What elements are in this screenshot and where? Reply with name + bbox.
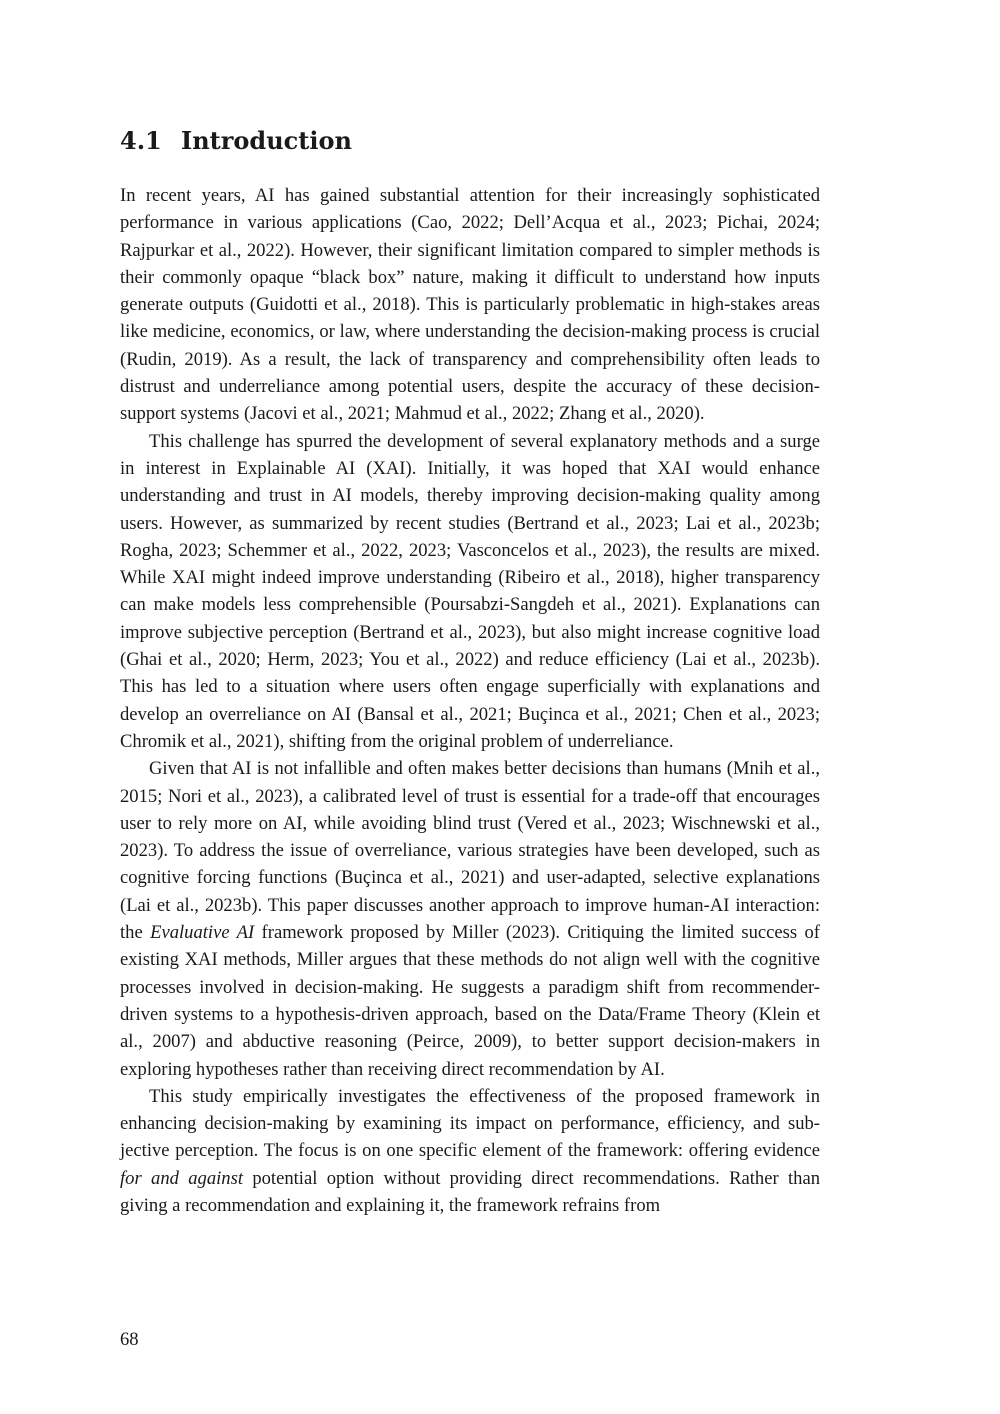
section-number: 4.1	[120, 126, 162, 155]
paragraph-4-text-after: potential option without providing direct recommendations. Rather than giving a recommendation and explaining it, the framework refrains from	[120, 1167, 820, 1216]
section-heading	[120, 122, 820, 160]
page-number: 68	[120, 1329, 139, 1350]
paragraph-3-text-after: framework proposed by Miller (2023). Critiquing the limited success of existing XAI methods, Miller argues that these methods do not align well with the cognitive processes involved in decision-making. He suggests a paradigm shift from recommender-driven systems to a hypothesis-driven approach, based on the Data/Frame Theory (Klein et al., 2007) and abductive reasoning (Peirce, 2009), to better support decision-makers in exploring hypotheses rather than receiving direct recommendation by AI.	[120, 922, 820, 1080]
paragraph-1: In recent years, AI has gained substantial attention for their increasingly sophisticated performance in various applications (Cao, 2022; Dell’Acqua et al., 2023; Pichai, 2024; Rajpurkar et al., 2022). However, their significant limitation compared to simpler methods is their commonly opaque “black box” nature, making it difficult to understand how inputs generate outputs (Guidotti et al., 2018). This is particularly problematic in high-stakes areas like medicine, economics, or law, where understanding the decision-making process is crucial (Rudin, 2019). As a result, the lack of transparency and comprehensibility often leads to distrust and underreliance among potential users, despite the accuracy of these decision-support systems (Jacovi et al., 2021; Mahmud et al., 2022; Zhang et al., 2020).	[120, 185, 820, 425]
paragraph-3	[120, 755, 820, 1083]
paragraph-3-emphasis: Evaluative AI	[150, 922, 255, 944]
paragraph-3-text-before: Given that AI is not infallible and often makes better decisions than humans (Mnih et al., 2015; Nori et al., 2023), a calibrated level of trust is essential for a trade-off that encourages user to rely more on AI, while avoiding blind trust (Vered et al., 2023; Wischnewski et al., 2023). To address the issue of overreliance, various strategies have been developed, such as cognitive forcing functions (Buçinca et al., 2021) and user-adapted, selective explanations (Lai et al., 2023b). This paper discusses another approach to improve human-AI interaction: the	[120, 758, 820, 944]
page-body	[120, 122, 820, 1219]
paragraph-4	[120, 1083, 820, 1219]
paragraph-4-text-before: This study empirically investigates the effectiveness of the proposed framework in enhancing decision-making by examining its impact on performance, efficiency, and subjective perception. The focus is on one specific element of the framework: offering evidence	[120, 1085, 820, 1162]
paragraph-2: This challenge has spurred the development of several explanatory methods and a surge in interest in Explainable AI (XAI). Initially, it was hoped that XAI would enhance understanding and trust in AI models, thereby improving decision-making quality among users. However, as summarized by recent studies (Bertrand et al., 2023; Lai et al., 2023b; Rogha, 2023; Schemmer et al., 2022, 2023; Vasconcelos et al., 2023), the results are mixed. While XAI might indeed improve understanding (Ribeiro et al., 2018), higher transparency can make models less comprehensible (Poursabzi-Sangdeh et al., 2021). Explanations can improve subjective perception (Bertrand et al., 2023), but also might increase cognitive load (Ghai et al., 2020; Herm, 2023; You et al., 2022) and reduce efficiency (Lai et al., 2023b). This has led to a situation where users often engage superficially with explanations and develop an overreliance on AI (Bansal et al., 2021; Buçinca et al., 2021; Chen et al., 2023; Chromik et al., 2021), shifting from the original problem of underreliance.	[120, 430, 820, 752]
paragraph-4-emphasis: for and against	[120, 1167, 243, 1189]
section-title: Introduction	[181, 126, 352, 155]
